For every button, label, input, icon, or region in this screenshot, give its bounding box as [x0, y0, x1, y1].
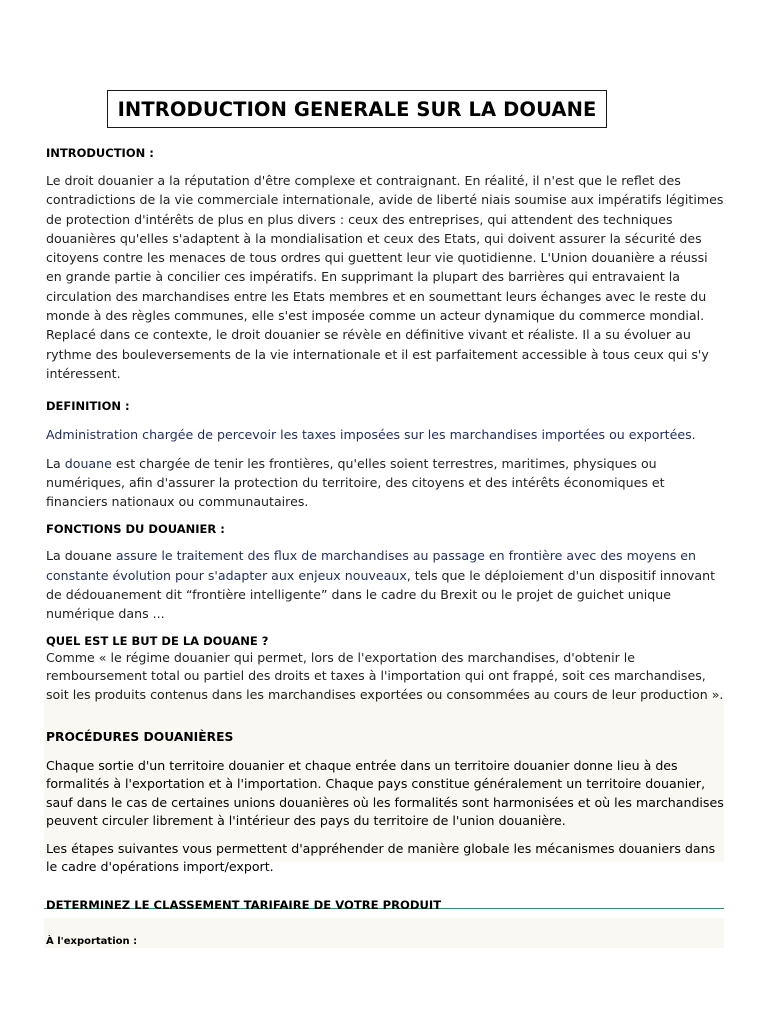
export-heading: À l'exportation :: [46, 936, 138, 948]
intro-heading: INTRODUCTION :: [46, 146, 154, 160]
but-heading: QUEL EST LE BUT DE LA DOUANE ?: [46, 633, 269, 648]
classement-heading: DETERMINEZ LE CLASSEMENT TARIFAIRE DE VOTRE PRODUIT: [46, 898, 442, 913]
fonctions-post: , tels que le déploiement d'un dispositif innovant de dédouanement dit “frontière intelligente” dans le cadre du Brexit ou le projet de guichet unique numérique dans ...: [46, 567, 716, 622]
procedures-paragraph-2: Les étapes suivantes vous permettent d'appréhender de manière globale les mécanismes douaniers dans le cadre d'opérations import/export.: [46, 840, 716, 875]
intro-paragraph: Le droit douanier a la réputation d'être complexe et contraignant. En réalité, il n'est que le reflet des contradictions de la vie commerciale internationale, avide de liberté niais soumise aux impératifs légitimes de protection d'intérêts de plus en plus divers : ceux des entreprises, qui attendent des techniques douanières qu'elles s'adaptent à la mondialisation et ceux des Etats, qui doivent assurer la sécurité des citoyens contre les menaces de tous ordres qui guettent leur vie quotidienne. L'Union douanière a réussi en grande partie à concilier ces impératifs. En supprimant la plupart des barrières qui entravaient la circulation des marchandises entre les Etats membres et en soumettant leurs échanges avec le reste du monde à des règles communes, elle s'est imposée comme un acteur dynamique du commerce mondial. Replacé dans ce contexte, le droit douanier se révèle en définitive vivant et réaliste. Il a su évoluer au rythme des bouleversements de la vie internationale et il est parfaitement accessible à tous ceux qui s'y intéressent.: [46, 173, 724, 381]
douane-link[interactable]: douane: [64, 455, 112, 471]
definition-post: est chargée de tenir les frontières, qu'elles soient terrestres, maritimes, physiques ou numériques, afin d'assurer la protection du territoire, des citoyens et des intérêts économiques et financiers nationaux ou communautaires.: [46, 455, 665, 510]
fonctions-highlight: assure le traitement des flux de marchandises au passage en frontière avec des moyens en constante évolution pour s'adapter aux enjeux nouveaux: [46, 548, 697, 583]
definition-pre: La: [46, 455, 65, 471]
procedures-heading: PROCÉDURES DOUANIÈRES: [46, 730, 234, 745]
definition-line: Administration chargée de percevoir les taxes imposées sur les marchandises importées ou exportées.: [46, 427, 696, 443]
document-body: [46, 144, 726, 951]
but-paragraph: Comme « le régime douanier qui permet, lors de l'exportation des marchandises, d'obtenir le remboursement total ou partiel des droits et taxes à l'importation qui ont frappé, soit ces marchandises, soit les produits contenus dans les marchandises exportées ou consommées au cours de leur production ».: [46, 649, 724, 702]
fonctions-heading: FONCTIONS DU DOUANIER :: [46, 522, 225, 537]
fonctions-paragraph: [46, 546, 726, 623]
procedures-paragraph-1: Chaque sortie d'un territoire douanier et chaque entrée dans un territoire douanier donne lieu à des formalités à l'exportation et à l'importation. Chaque pays constitue généralement un territoire douanier, sauf dans le cas de certaines unions douanières où les formalités sont harmonisées et où les marchandises peuvent circuler librement à l'intérieur des pays du territoire de l'union douanière.: [46, 758, 724, 828]
page-title: INTRODUCTION GENERALE SUR LA DOUANE: [117, 97, 597, 121]
title-box: [107, 90, 607, 128]
fonctions-pre: La douane: [46, 548, 116, 564]
definition-heading: DEFINITION :: [46, 399, 130, 414]
definition-paragraph: [46, 454, 726, 512]
